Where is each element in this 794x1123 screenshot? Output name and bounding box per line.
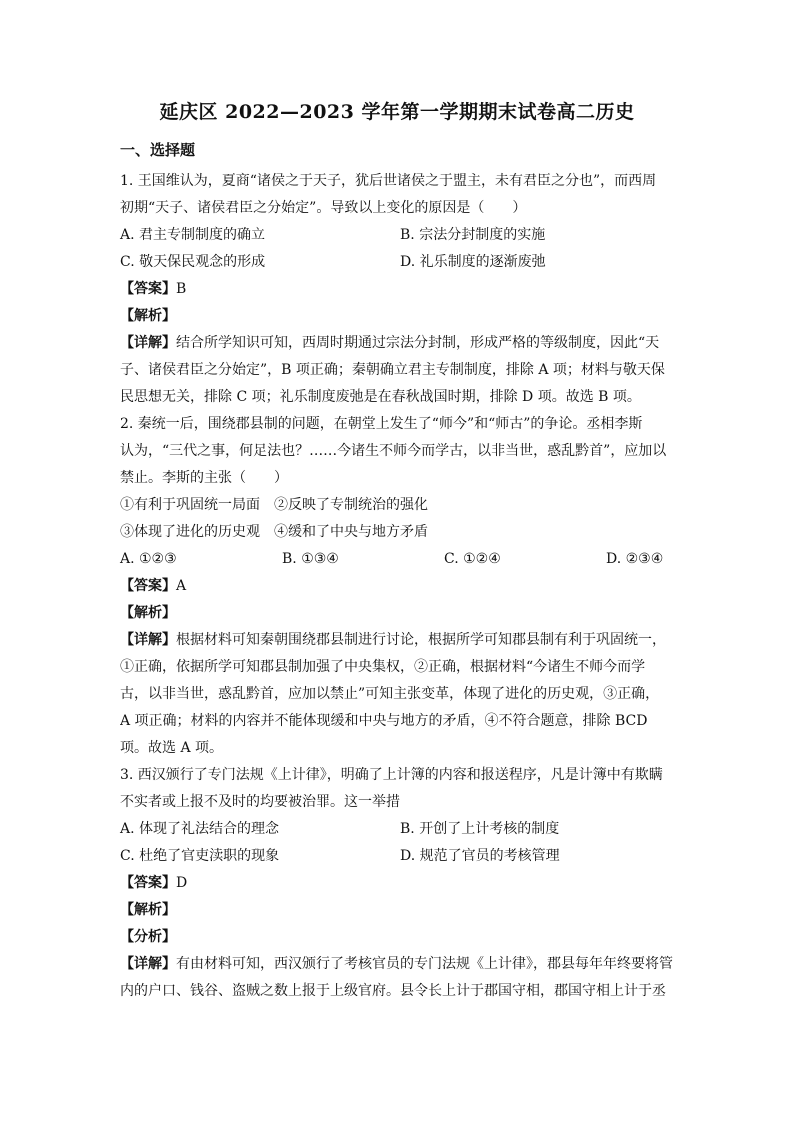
question-2 [120,411,680,762]
fenxi-line [120,924,680,951]
analysis-tag: 【解析】 [120,308,176,324]
detail-line: 项。故选 A 项。 [120,740,224,756]
option-c: C. 敬天保民观念的形成 [120,254,266,270]
option-a: A. 体现了礼法结合的理念 [120,821,280,837]
answer-tag: 【答案】 [120,875,176,891]
detail-text: 根据材料可知秦朝围绕郡县制进行讨论，根据所学可知郡县制有利于巩固统一， [176,632,666,648]
options-row [120,249,680,276]
answer-line [120,573,680,600]
detail-line [120,951,680,978]
detail-line: 子、诸侯君臣之分始定”，B 项正确；秦朝确立君主专制制度，排除 A 项；材料与敬天保 [120,362,665,378]
analysis-tag: 【解析】 [120,605,176,621]
options-row [120,546,680,573]
document-body [120,168,680,1005]
question-text-line: 认为，“三代之事，何足法也？……今诸生不师今而学古，以非当世，惑乱黔首”，应加以 [120,443,667,459]
question-text-line: 初期“天子、诸侯君臣之分始定”。导致以上变化的原因是（ ） [120,200,527,216]
answer-value: A [176,578,187,594]
option-b: B. ①③④ [282,551,339,567]
question-text-line: 不实者或上报不及时的均要被治罪。这一举措 [120,794,400,810]
options-row [120,222,680,249]
detail-text: 有由材料可知，西汉颁行了考核官员的专门法规《上计律》，郡县每年年终要将管 [176,956,673,972]
detail-line: ①正确，依据所学可知郡县制加强了中央集权，②正确，根据材料“今诸生不师今而学 [120,659,646,675]
analysis-line [120,897,680,924]
detail-line: 内的户口、钱谷、盗贼之数上报于上级官府。县令长上计于郡国守相，郡国守相上计于丞 [120,983,666,999]
detail-tag: 【详解】 [120,335,176,351]
options-row [120,816,680,843]
answer-line [120,870,680,897]
detail-tag: 【详解】 [120,632,176,648]
option-c: C. ①②④ [444,551,501,567]
section-heading: 一、选择题 [120,141,196,159]
question-text-line: 禁止。李斯的主张（ ） [120,470,288,486]
detail-line [120,330,680,357]
answer-tag: 【答案】 [120,578,176,594]
statement-line: ③体现了进化的历史观 ④缓和了中央与地方矛盾 [120,524,428,540]
option-d: D. 礼乐制度的逐渐废弛 [400,254,546,270]
detail-line: 民思想无关，排除 C 项；礼乐制度废弛是在春秋战国时期，排除 D 项。故选 B 项。 [120,389,641,405]
statement-line: ①有利于巩固统一局面 ②反映了专制统治的强化 [120,497,428,513]
question-3 [120,762,680,1005]
answer-value: B [176,281,187,297]
option-b: B. 宗法分封制度的实施 [400,227,546,243]
answer-value: D [176,875,188,891]
option-d: D. ②③④ [606,551,664,567]
question-1 [120,168,680,411]
option-a: A. 君主专制制度的确立 [120,227,266,243]
detail-tag: 【详解】 [120,956,176,972]
options-row [120,843,680,870]
detail-line: 古，以非当世，惑乱黔首，应加以禁止”可知主张变革，体现了进化的历史观，③正确， [120,686,660,702]
detail-line: A 项正确；材料的内容并不能体现缓和中央与地方的矛盾，④不符合题意，排除 BCD [120,713,648,729]
fenxi-tag: 【分析】 [120,929,176,945]
analysis-line [120,303,680,330]
analysis-line [120,600,680,627]
question-text-line: 2. 秦统一后，围绕郡县制的问题，在朝堂上发生了“师今”和“师古”的争论。丞相李斯 [120,416,643,432]
detail-line [120,627,680,654]
analysis-tag: 【解析】 [120,902,176,918]
option-a: A. ①②③ [120,551,177,567]
detail-text: 结合所学知识可知，西周时期通过宗法分封制，形成严格的等级制度，因此“天 [176,335,660,351]
question-text-line: 1. 王国维认为，夏商“诸侯之于天子，犹后世诸侯之于盟主，未有君臣之分也”，而西周 [120,173,657,189]
option-b: B. 开创了上计考核的制度 [400,821,560,837]
option-c: C. 杜绝了官吏渎职的现象 [120,848,280,864]
option-d: D. 规范了官员的考核管理 [400,848,560,864]
page-title: 延庆区 2022—2023 学年第一学期期末试卷高二历史 [159,101,635,123]
answer-tag: 【答案】 [120,281,176,297]
answer-line [120,276,680,303]
question-text-line: 3. 西汉颁行了专门法规《上计律》，明确了上计簿的内容和报送程序，凡是计簿中有欺瞒 [120,767,663,783]
